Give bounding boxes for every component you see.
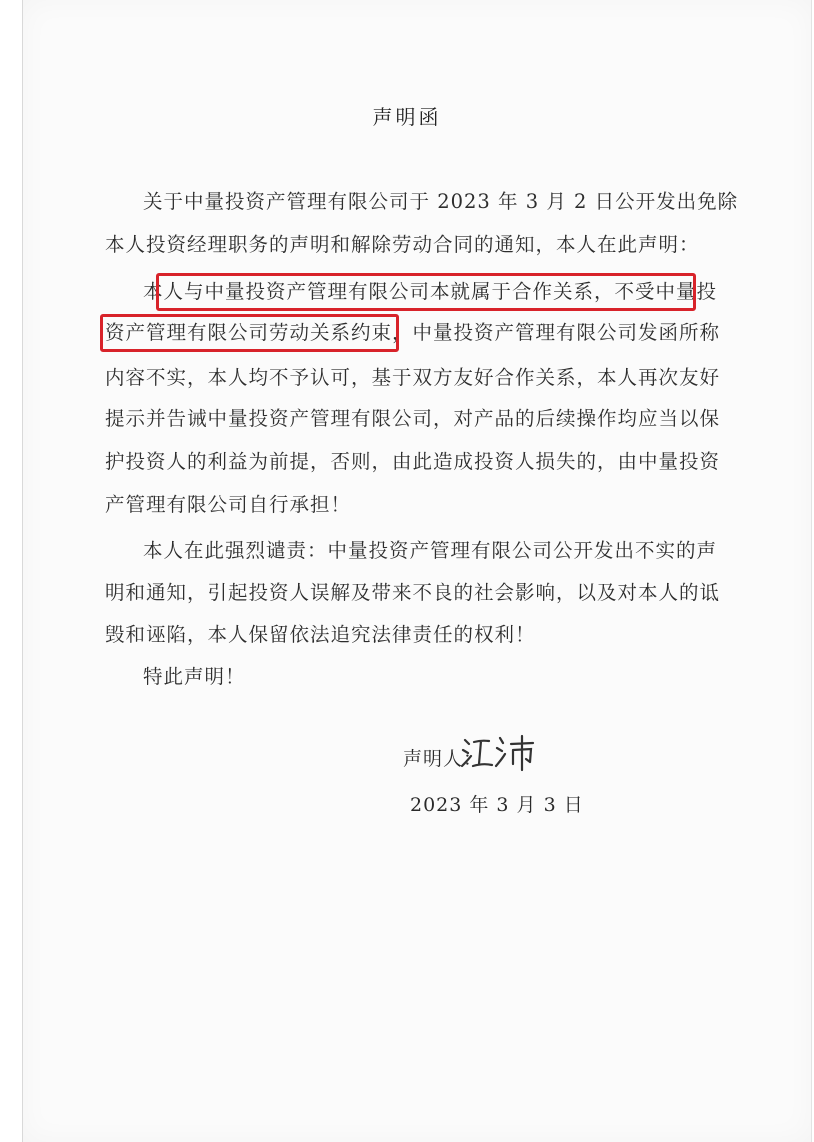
closing-statement: 特此声明！ xyxy=(143,665,246,688)
highlight-box-top xyxy=(156,273,696,311)
paragraph-1-line-2: 本人投资经理职务的声明和解除劳动合同的通知，本人在此声明： xyxy=(105,233,700,256)
paragraph-1-line-8: 产管理有限公司自行承担！ xyxy=(105,493,352,516)
paragraph-2-line-2: 明和通知，引起投资人误解及带来不良的社会影响，以及对本人的诋 xyxy=(105,581,721,604)
paragraph-2-line-1: 本人在此强烈谴责：中量投资产管理有限公司公开发出不实的声 xyxy=(143,539,718,562)
paragraph-2-line-3: 毁和诬陷，本人保留依法追究法律责任的权利！ xyxy=(105,623,536,646)
statement-date: 2023 年 3 月 3 日 xyxy=(410,794,584,816)
paragraph-1-line-7: 护投资人的利益为前提，否则，由此造成投资人损失的，由中量投资 xyxy=(105,450,721,473)
document-title: 声明函 xyxy=(372,105,442,129)
signature-label: 声明人： xyxy=(403,748,484,770)
scanned-page xyxy=(22,0,812,1142)
paragraph-1-line-4: 资产管理有限公司劳动关系约束，中量投资产管理有限公司发函所称 xyxy=(105,321,721,344)
paragraph-1-line-1: 关于中量投资产管理有限公司于 2023 年 3 月 2 日公开发出免除 xyxy=(143,190,739,213)
handwritten-signature xyxy=(459,732,541,774)
paragraph-1-line-5: 内容不实，本人均不予认可，基于双方友好合作关系，本人再次友好 xyxy=(105,366,721,389)
highlight-box-bottom xyxy=(100,314,399,352)
paragraph-1-line-6: 提示并告诫中量投资产管理有限公司，对产品的后续操作均应当以保 xyxy=(105,407,721,430)
paragraph-1-line-3: 本人与中量投资产管理有限公司本就属于合作关系，不受中量投 xyxy=(143,280,718,303)
